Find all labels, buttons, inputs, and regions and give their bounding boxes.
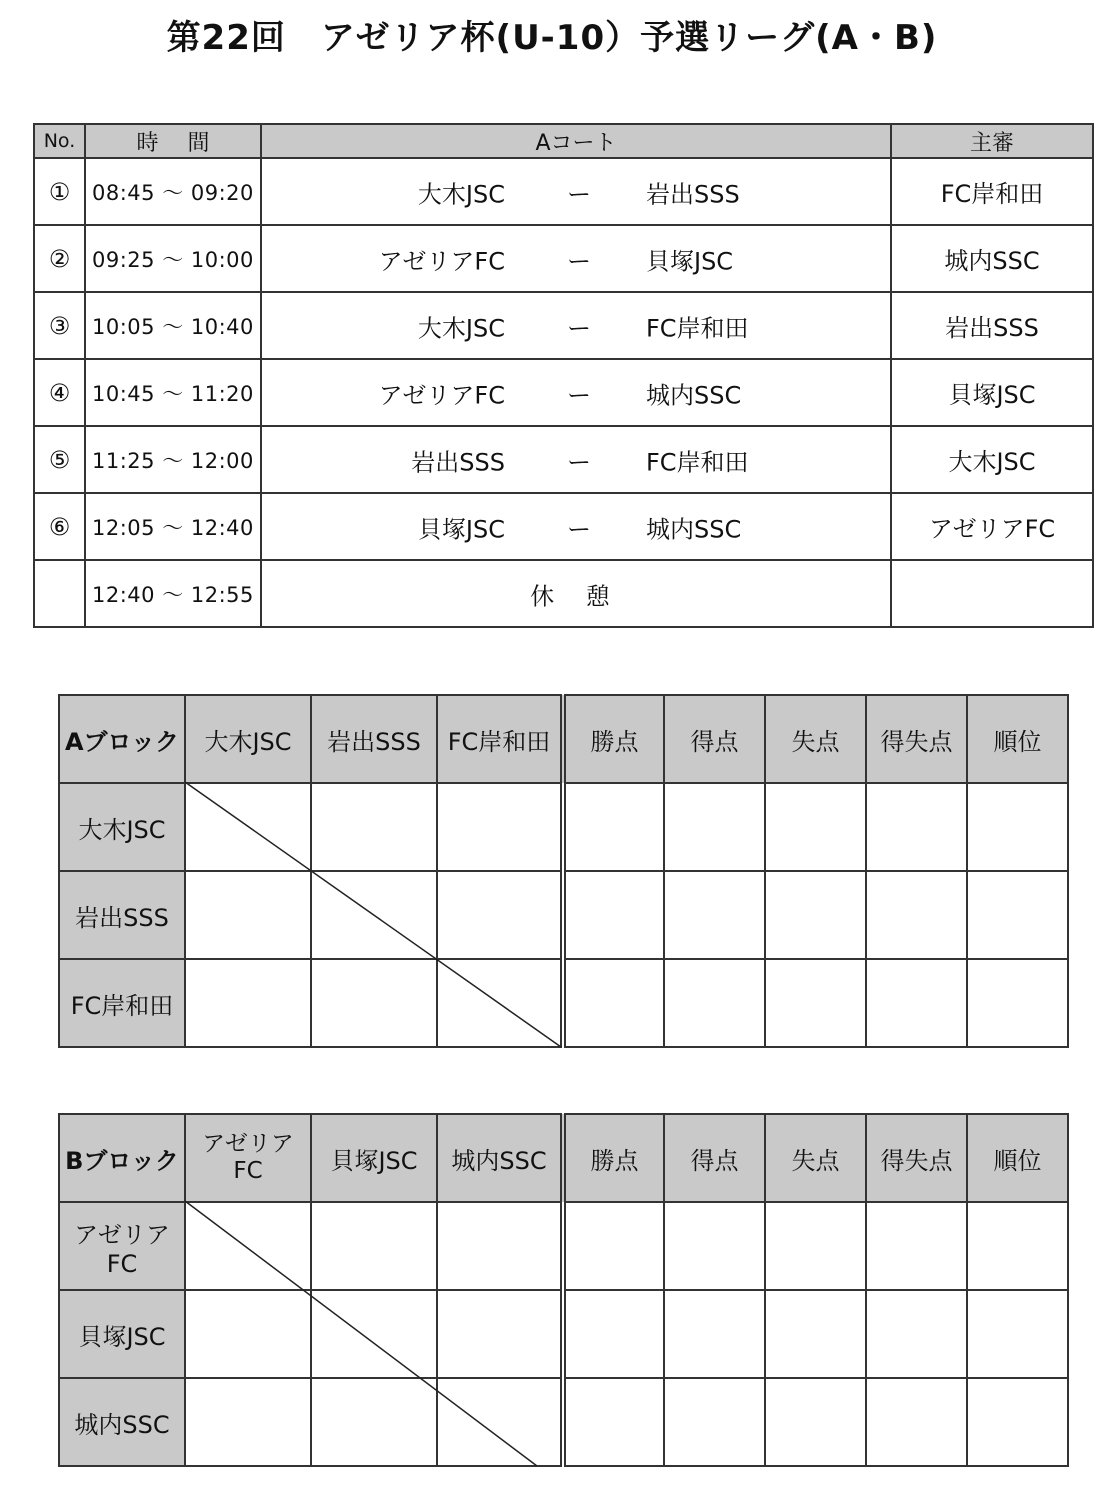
match-number: ③ — [34, 292, 85, 359]
home-team: アゼリアFC — [378, 247, 505, 275]
team-row-header: 貝塚JSC — [59, 1290, 185, 1378]
home-team: アゼリアFC — [378, 381, 505, 409]
header-time: 時 間 — [85, 124, 261, 158]
header-no: No. — [34, 124, 85, 158]
match-time: 09:25 ～ 10:00 — [85, 225, 261, 292]
referee-team: 貝塚JSC — [891, 359, 1093, 426]
team-row-header: 城内SSC — [59, 1378, 185, 1466]
versus-dash: ー — [567, 180, 591, 208]
match-number: ⑤ — [34, 426, 85, 493]
block-a-label: Aブロック — [59, 695, 185, 783]
versus-dash: ー — [567, 448, 591, 476]
match-number: ① — [34, 158, 85, 225]
home-team: 大木JSC — [417, 314, 505, 342]
away-team: 岩出SSS — [646, 180, 740, 208]
match-time: 08:45 ～ 09:20 — [85, 158, 261, 225]
stat-header-points: 勝点 — [563, 695, 664, 783]
referee-team: 大木JSC — [891, 426, 1093, 493]
team-name-line2: FC — [233, 1158, 263, 1184]
block-a-diagonal — [185, 782, 561, 1047]
home-team: 岩出SSS — [411, 448, 505, 476]
stat-header-goals-for: 得点 — [664, 695, 765, 783]
away-team: 城内SSC — [646, 515, 742, 543]
match-time: 12:05 ～ 12:40 — [85, 493, 261, 560]
team-column-header: 貝塚JSC — [311, 1114, 437, 1202]
match-number: ⑥ — [34, 493, 85, 560]
versus-dash: ー — [567, 381, 591, 409]
referee-team: アゼリアFC — [891, 493, 1093, 560]
break-label: 休 憩 — [530, 582, 622, 610]
team-name-line2: FC — [106, 1249, 138, 1278]
referee-team: 城内SSC — [891, 225, 1093, 292]
match-number: ④ — [34, 359, 85, 426]
stat-header-goals-for: 得点 — [664, 1114, 765, 1202]
team-column-header: 城内SSC — [437, 1114, 563, 1202]
team-name-line1: アゼリア — [202, 1131, 294, 1157]
stat-header-goal-diff: 得失点 — [866, 695, 967, 783]
stat-header-goals-against: 失点 — [765, 1114, 866, 1202]
match-time: 10:45 ～ 11:20 — [85, 359, 261, 426]
home-team: 大木JSC — [417, 180, 505, 208]
versus-dash: ー — [567, 247, 591, 275]
block-b-label: Bブロック — [59, 1114, 185, 1202]
match-time: 10:05 ～ 10:40 — [85, 292, 261, 359]
team-name-line1: アゼリア — [74, 1220, 170, 1249]
home-team: 貝塚JSC — [417, 515, 505, 543]
header-referee: 主審 — [891, 124, 1093, 158]
team-row-header: FC岸和田 — [59, 959, 185, 1047]
page-title: 第22回 アゼリア杯(U-10）予選リーグ(A・B) — [166, 18, 938, 58]
team-row-header: 大木JSC — [59, 783, 185, 871]
stat-header-rank: 順位 — [967, 695, 1068, 783]
versus-dash: ー — [567, 515, 591, 543]
team-column-header: 岩出SSS — [311, 695, 437, 783]
match-number: ② — [34, 225, 85, 292]
break-time: 12:40 ～ 12:55 — [85, 560, 261, 627]
referee-team: FC岸和田 — [891, 158, 1093, 225]
team-column-header: 大木JSC — [185, 695, 311, 783]
match-time: 11:25 ～ 12:00 — [85, 426, 261, 493]
referee-team: 岩出SSS — [891, 292, 1093, 359]
stat-header-goals-against: 失点 — [765, 695, 866, 783]
block-b-diagonal — [185, 1201, 537, 1466]
team-row-header: 岩出SSS — [59, 871, 185, 959]
away-team: FC岸和田 — [646, 448, 749, 476]
away-team: 貝塚JSC — [646, 247, 734, 275]
away-team: FC岸和田 — [646, 314, 749, 342]
versus-dash: ー — [567, 314, 591, 342]
away-team: 城内SSC — [646, 381, 742, 409]
header-court: Aコート — [261, 124, 891, 158]
team-column-header: FC岸和田 — [437, 695, 563, 783]
stat-header-goal-diff: 得失点 — [866, 1114, 967, 1202]
stat-header-rank: 順位 — [967, 1114, 1068, 1202]
stat-header-points: 勝点 — [563, 1114, 664, 1202]
